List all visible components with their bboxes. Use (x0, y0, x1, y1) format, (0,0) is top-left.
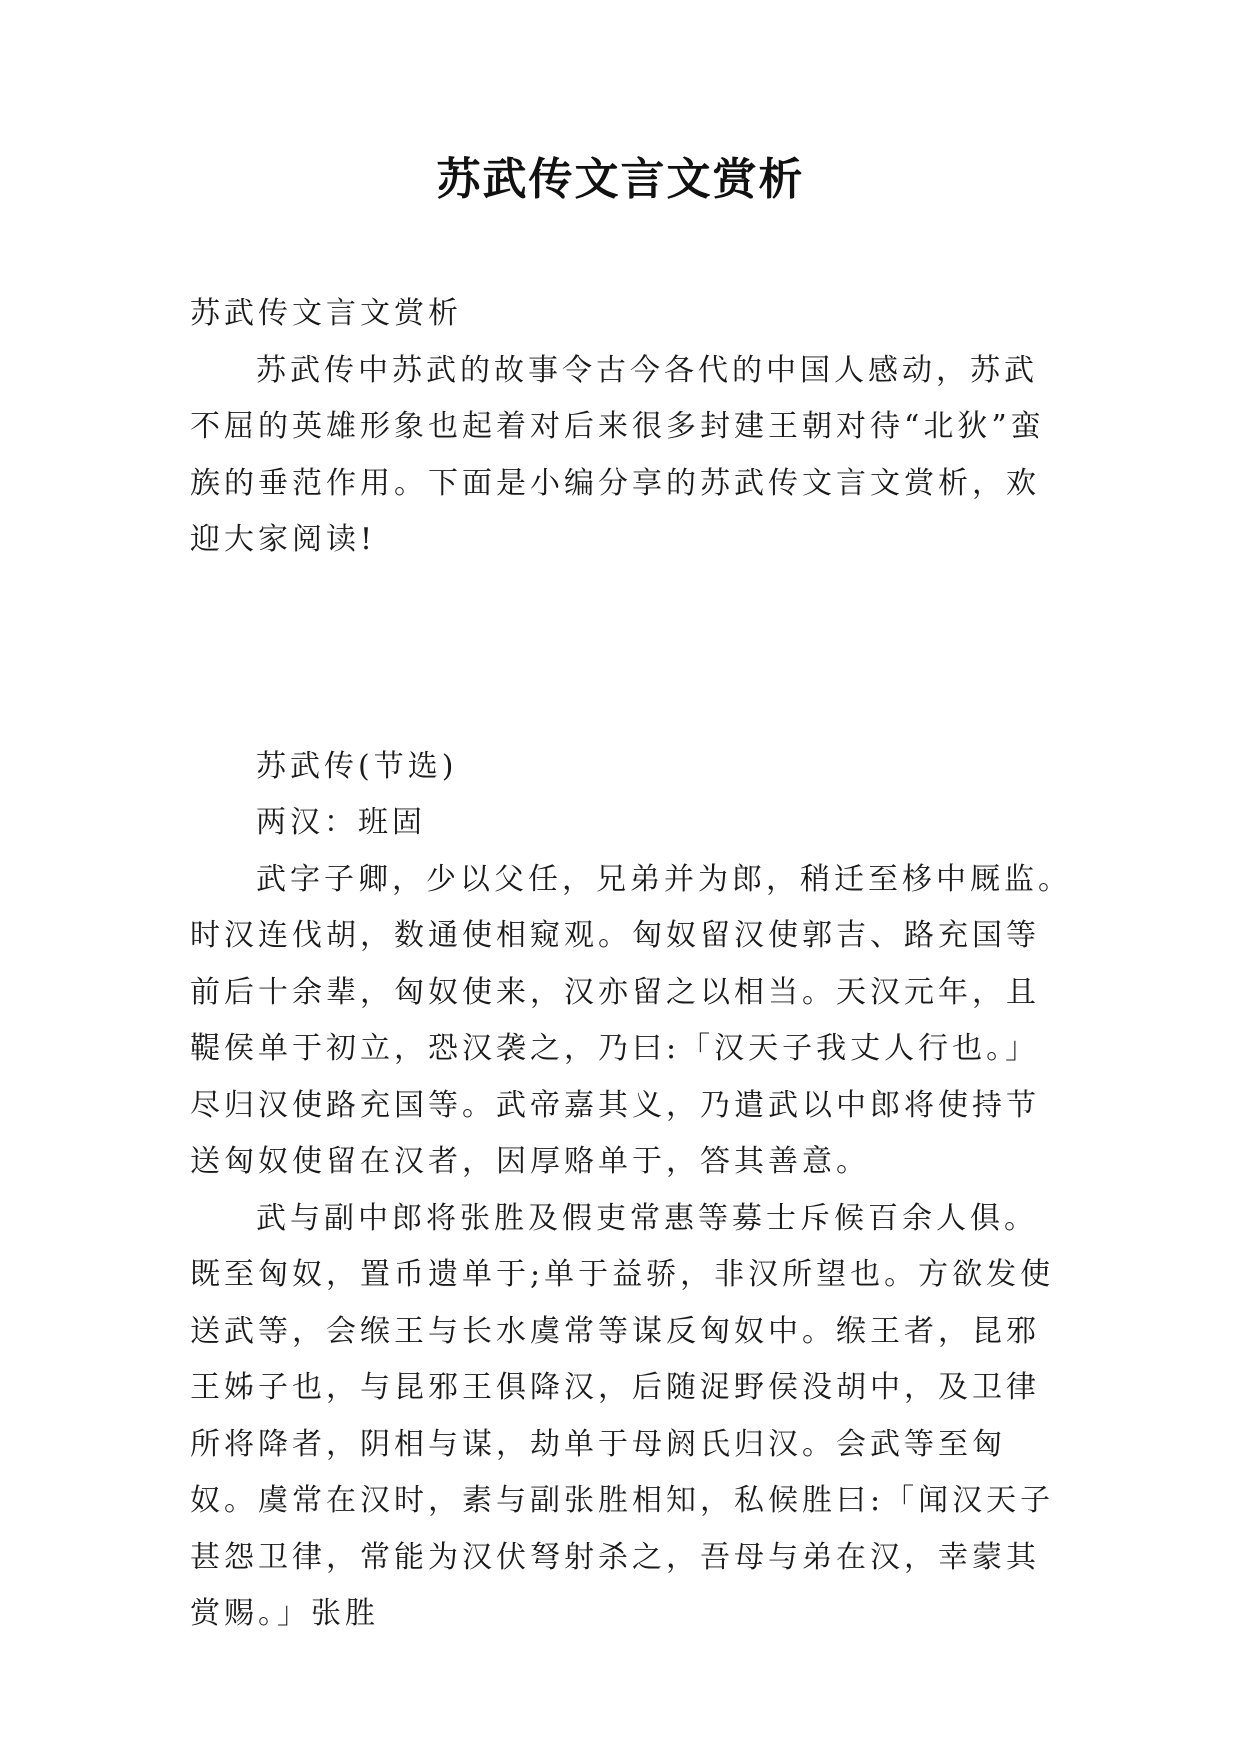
document-subtitle: 苏武传文言文赏析 (190, 296, 462, 331)
text-paragraph-2: 武与副中郎将张胜及假吏常惠等募士斥候百余人俱。既至匈奴，置币遗单于;单于益骄，非汉所望也。方欲发使送武等，会缑王与长水虞常等谋反匈奴中。缑王者，昆邪王姊子也，与昆邪王俱降汉，后随浞野侯没胡中，及卫律所将降者，阴相与谋，劫单于母阏氏归汉。会武等至匈奴。虞常在汉时，素与副张胜相知，私候胜曰:「闻汉天子甚怨卫律，常能为汉伏弩射杀之，吾母与弟在汉，幸蒙其赏赐。」张胜 (190, 1200, 1055, 1631)
intro-paragraph: 苏武传中苏武的故事令古今各代的中国人感动，苏武不屈的英雄形象也起着对后来很多封建王朝对待“北狄”蛮族的垂范作用。下面是小编分享的苏武传文言文赏析，欢迎大家阅读! (190, 352, 1045, 557)
document-title: 苏武传文言文赏析 (436, 154, 805, 205)
text-paragraph-1: 时汉连伐胡，数通使相窥观。匈奴留汉使郭吉、路充国等前后十余辈，匈奴使来，汉亦留之以相当。天汉元年，且鞮侯单于初立，恐汉袭之，乃曰:「汉天子我丈人行也。」尽归汉使路充国等。武帝嘉其义，乃遣武以中郎将使持节送匈奴使留在汉者，因厚赂单于，答其善意。 (190, 918, 1040, 1179)
text-paragraph-1-first-line: 武字子卿，少以父任，兄弟并为郎，稍迁至栘中厩监。 (256, 861, 1072, 897)
author-line: 两汉：班固 (256, 805, 426, 840)
section-heading: 苏武传(节选) (256, 748, 458, 784)
document-body (190, 286, 1070, 1643)
blank-space (190, 569, 1070, 739)
